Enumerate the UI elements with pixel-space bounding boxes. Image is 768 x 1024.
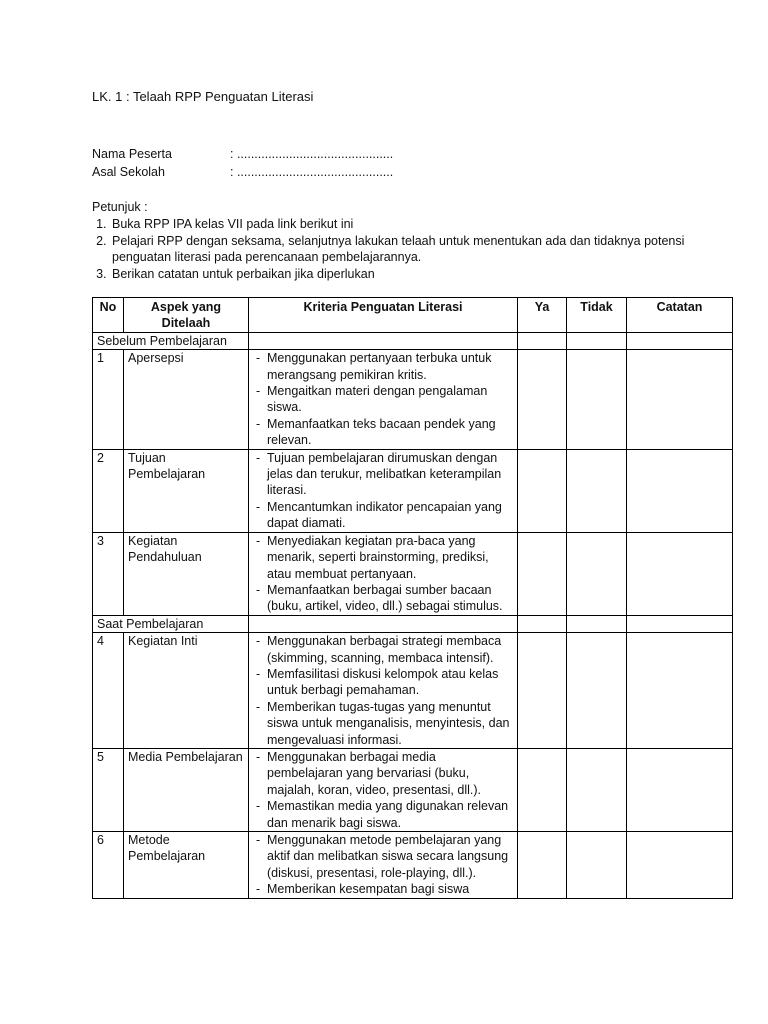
field-label: Asal Sekolah xyxy=(92,165,165,179)
table-row xyxy=(93,832,733,899)
cell-catatan[interactable] xyxy=(627,633,733,749)
header-catatan: Catatan xyxy=(627,298,733,333)
instructions xyxy=(92,199,732,283)
criteria-item: - Menggunakan pertanyaan terbuka untuk merangsang pemikiran kritis. xyxy=(253,350,513,383)
field-value: : ............................................. xyxy=(230,165,394,179)
cell-tidak[interactable] xyxy=(567,350,627,449)
criteria-item: - Menggunakan berbagai strategi membaca (skimming, scanning, membaca intensif). xyxy=(253,633,513,666)
review-table xyxy=(92,297,733,899)
section-empty-cell xyxy=(249,615,518,632)
row-no: 3 xyxy=(93,532,124,615)
field-label: Nama Peserta xyxy=(92,147,172,161)
instructions-list xyxy=(92,216,732,282)
criteria-list xyxy=(253,749,513,831)
row-kriteria xyxy=(249,449,518,532)
table-row xyxy=(93,532,733,615)
row-aspek: Metode Pembelajaran xyxy=(124,832,249,899)
row-no: 1 xyxy=(93,350,124,449)
section-empty-cell xyxy=(518,332,567,349)
criteria-item: - Memberikan kesempatan bagi siswa xyxy=(253,881,513,897)
header-tidak: Tidak xyxy=(567,298,627,333)
criteria-list xyxy=(253,450,513,532)
cell-ya[interactable] xyxy=(518,532,567,615)
criteria-list xyxy=(253,350,513,448)
cell-tidak[interactable] xyxy=(567,748,627,831)
criteria-list xyxy=(253,832,513,898)
criteria-item: - Tujuan pembelajaran dirumuskan dengan jelas dan terukur, melibatkan keterampilan literasi. xyxy=(253,450,513,499)
section-empty-cell xyxy=(518,615,567,632)
section-row xyxy=(93,615,733,632)
criteria-item: - Menggunakan berbagai media pembelajaran yang bervariasi (buku, majalah, koran, video, presentasi, dll.). xyxy=(253,749,513,798)
instruction-item: 3. Berikan catatan untuk perbaikan jika diperlukan xyxy=(110,266,732,282)
row-kriteria xyxy=(249,748,518,831)
row-no: 2 xyxy=(93,449,124,532)
header-ya: Ya xyxy=(518,298,567,333)
table-row xyxy=(93,350,733,449)
section-label: Sebelum Pembelajaran xyxy=(93,332,249,349)
criteria-item: - Memberikan tugas-tugas yang menuntut siswa untuk menganalisis, menyintesis, dan mengevaluasi informasi. xyxy=(253,699,513,748)
criteria-list xyxy=(253,533,513,615)
cell-catatan[interactable] xyxy=(627,449,733,532)
row-kriteria xyxy=(249,832,518,899)
cell-ya[interactable] xyxy=(518,832,567,899)
row-aspek: Kegiatan Pendahuluan xyxy=(124,532,249,615)
section-label: Saat Pembelajaran xyxy=(93,615,249,632)
row-no: 6 xyxy=(93,832,124,899)
cell-ya[interactable] xyxy=(518,748,567,831)
field-value: : ............................................. xyxy=(230,147,394,161)
criteria-item: - Mencantumkan indikator pencapaian yang dapat diamati. xyxy=(253,499,513,532)
table-row xyxy=(93,748,733,831)
row-no: 5 xyxy=(93,748,124,831)
section-empty-cell xyxy=(249,332,518,349)
criteria-item: - Mengaitkan materi dengan pengalaman siswa. xyxy=(253,383,513,416)
field-nama-peserta xyxy=(92,146,692,162)
cell-catatan[interactable] xyxy=(627,350,733,449)
cell-ya[interactable] xyxy=(518,633,567,749)
row-kriteria xyxy=(249,532,518,615)
cell-catatan[interactable] xyxy=(627,832,733,899)
cell-ya[interactable] xyxy=(518,449,567,532)
header-aspek: Aspek yang Ditelaah xyxy=(124,298,249,333)
cell-tidak[interactable] xyxy=(567,633,627,749)
criteria-item: - Menyediakan kegiatan pra-baca yang menarik, seperti brainstorming, prediksi, atau membuat pertanyaan. xyxy=(253,533,513,582)
cell-ya[interactable] xyxy=(518,350,567,449)
criteria-item: - Menggunakan metode pembelajaran yang aktif dan melibatkan siswa secara langsung (diskusi, presentasi, role-playing, dll.). xyxy=(253,832,513,881)
instruction-item: 2. Pelajari RPP dengan seksama, selanjutnya lakukan telaah untuk menentukan ada dan tidaknya potensi penguatan literasi pada perencanaan pembelajarannya. xyxy=(110,233,732,265)
section-empty-cell xyxy=(567,615,627,632)
cell-catatan[interactable] xyxy=(627,532,733,615)
row-kriteria xyxy=(249,633,518,749)
row-no: 4 xyxy=(93,633,124,749)
instructions-heading: Petunjuk : xyxy=(92,200,148,214)
row-aspek: Tujuan Pembelajaran xyxy=(124,449,249,532)
section-empty-cell xyxy=(627,332,733,349)
section-empty-cell xyxy=(627,615,733,632)
field-asal-sekolah xyxy=(92,164,692,180)
criteria-item: - Memastikan media yang digunakan relevan dan menarik bagi siswa. xyxy=(253,798,513,831)
cell-tidak[interactable] xyxy=(567,449,627,532)
cell-tidak[interactable] xyxy=(567,532,627,615)
table-header-row xyxy=(93,298,733,333)
cell-catatan[interactable] xyxy=(627,748,733,831)
criteria-item: - Memfasilitasi diskusi kelompok atau kelas untuk berbagi pemahaman. xyxy=(253,666,513,699)
criteria-item: - Memanfaatkan berbagai sumber bacaan (buku, artikel, video, dll.) sebagai stimulus. xyxy=(253,582,513,615)
row-aspek: Kegiatan Inti xyxy=(124,633,249,749)
header-no: No xyxy=(93,298,124,333)
criteria-list xyxy=(253,633,513,748)
cell-tidak[interactable] xyxy=(567,832,627,899)
section-empty-cell xyxy=(567,332,627,349)
table-row xyxy=(93,633,733,749)
worksheet-title: LK. 1 : Telaah RPP Penguatan Literasi xyxy=(92,89,314,104)
criteria-item: - Memanfaatkan teks bacaan pendek yang relevan. xyxy=(253,416,513,449)
header-kriteria: Kriteria Penguatan Literasi xyxy=(249,298,518,333)
row-kriteria xyxy=(249,350,518,449)
instruction-item: 1. Buka RPP IPA kelas VII pada link berikut ini xyxy=(110,216,732,232)
table-row xyxy=(93,449,733,532)
row-aspek: Media Pembelajaran xyxy=(124,748,249,831)
row-aspek: Apersepsi xyxy=(124,350,249,449)
section-row xyxy=(93,332,733,349)
